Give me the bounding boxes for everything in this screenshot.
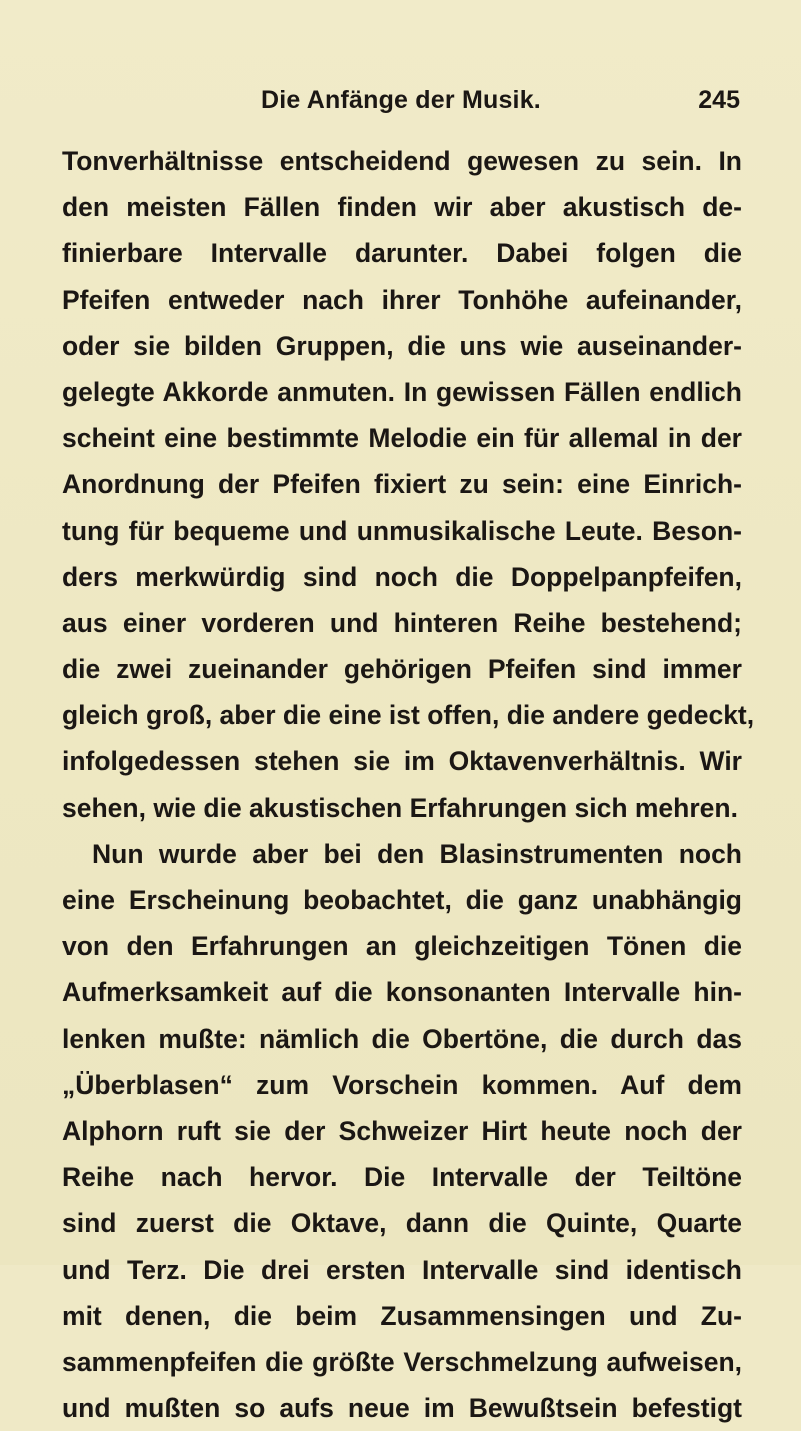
text-line: aus einer vorderen und hinteren Reihe bestehend; bbox=[62, 607, 742, 638]
text-line: eine Erscheinung beobachtet, die ganz unabhängig bbox=[62, 885, 742, 915]
text-line: Aufmerksamkeit auf die konsonanten Intervalle hin- bbox=[62, 977, 742, 1008]
text-line: Reihe nach hervor. Die Intervalle der Teiltöne bbox=[62, 1162, 742, 1193]
text-line: die zwei zueinander gehörigen Pfeifen sind immer bbox=[62, 654, 742, 685]
text-line: finierbare Intervalle darunter. Dabei folgen die bbox=[62, 238, 742, 269]
text-line: lenken mußte: nämlich die Obertöne, die durch das bbox=[62, 1023, 742, 1054]
text-line: „Überblasen“ zum Vorschein kommen. Auf dem bbox=[62, 1069, 742, 1100]
text-line: gelegte Akkorde anmuten. In gewissen Fällen endlich bbox=[62, 376, 742, 407]
body-text bbox=[62, 138, 755, 1431]
running-head bbox=[62, 82, 740, 118]
paragraph-start-line: Nun wurde aber bei den Blasinstrumenten noch bbox=[92, 838, 742, 869]
text-line: sind zuerst die Oktave, dann die Quinte, Quarte bbox=[62, 1208, 742, 1239]
text-line: scheint eine bestimmte Melodie ein für allemal in der bbox=[62, 423, 742, 454]
text-line: Pfeifen entweder nach ihrer Tonhöhe aufeinander, bbox=[62, 284, 742, 315]
text-line: ders merkwürdig sind noch die Doppelpanpfeifen, bbox=[62, 561, 742, 592]
text-line: sammenpfeifen die größte Verschmelzung aufweisen, bbox=[62, 1346, 742, 1377]
text-line: von den Erfahrungen an gleichzeitigen Tönen die bbox=[62, 931, 742, 962]
text-line: sehen, wie die akustischen Erfahrungen sich mehren. bbox=[62, 792, 738, 823]
text-line: den meisten Fällen finden wir aber akustisch de- bbox=[62, 192, 742, 223]
text-line: und Terz. Die drei ersten Intervalle sind identisch bbox=[62, 1254, 742, 1285]
text-line: und mußten so aufs neue im Bewußtsein befestigt bbox=[62, 1393, 742, 1424]
text-line: infolgedessen stehen sie im Oktavenverhältnis. Wir bbox=[62, 746, 742, 777]
text-line: Alphorn ruft sie der Schweizer Hirt heute noch der bbox=[62, 1115, 742, 1146]
text-line: Anordnung der Pfeifen fixiert zu sein: eine Einrich- bbox=[62, 469, 742, 500]
text-line: gleich groß, aber die eine ist offen, die andere gedeckt, bbox=[62, 700, 755, 731]
text-line: Tonverhältnisse entscheidend gewesen zu sein. In bbox=[62, 146, 742, 176]
page-number: 245 bbox=[698, 86, 740, 114]
text-line: mit denen, die beim Zusammensingen und Zu- bbox=[62, 1300, 742, 1331]
text-line: tung für bequeme und unmusikalische Leute. Beson- bbox=[62, 515, 742, 546]
running-title: Die Anfänge der Musik. bbox=[261, 86, 541, 114]
text-line: oder sie bilden Gruppen, die uns wie auseinander- bbox=[62, 330, 742, 361]
